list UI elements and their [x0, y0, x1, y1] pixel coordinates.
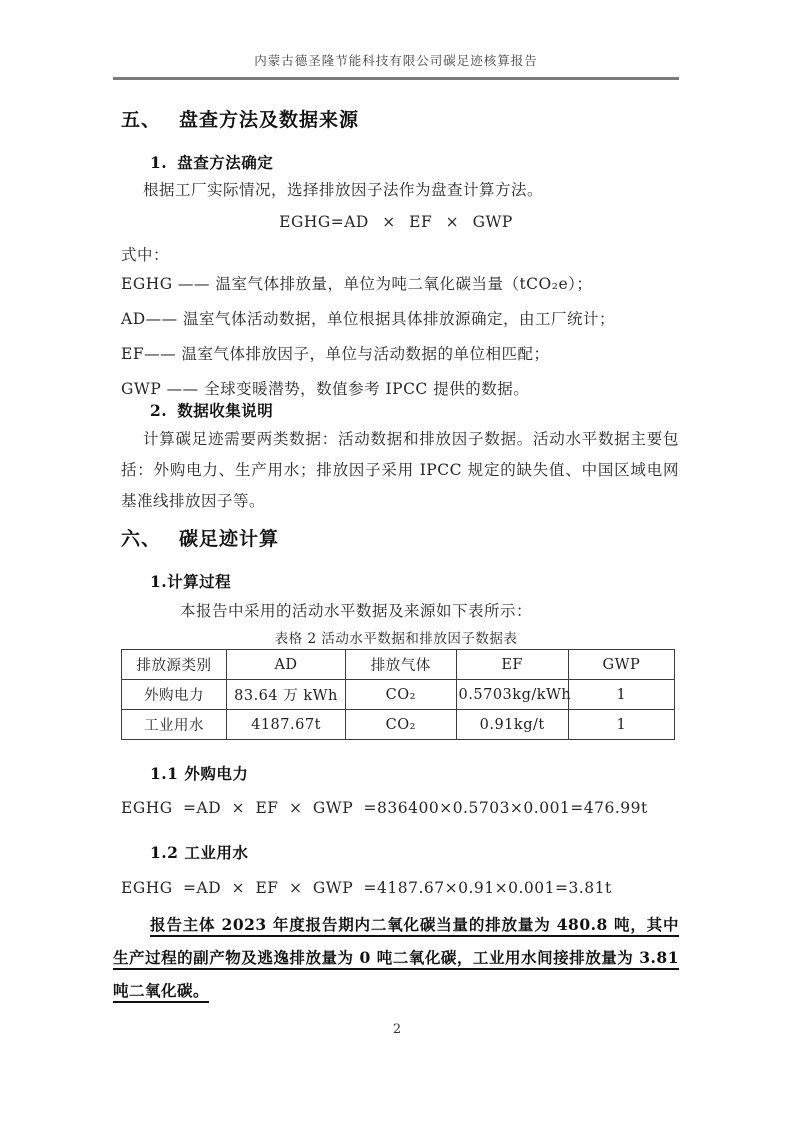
table-header-cell: AD	[227, 650, 346, 680]
data-collection-paragraph: 计算碳足迹需要两类数据：活动数据和排放因子数据。活动水平数据主要包括：外购电力、生产用水；排放因子采用 IPCC 规定的缺失值、中国区域电网基准线排放因子等。	[121, 430, 679, 510]
page-number: 2	[392, 1022, 402, 1037]
section-6-number: 六、	[121, 528, 162, 550]
process-paragraph: 本报告中采用的活动水平数据及来源如下表所示：	[180, 602, 533, 620]
definition-ef: EF—— 温室气体排放因子，单位与活动数据的单位相匹配；	[121, 345, 550, 363]
table-header-cell: 排放源类别	[122, 650, 227, 680]
table-cell: 工业用水	[122, 710, 227, 740]
table-caption: 表格 2 活动水平数据和排放因子数据表	[274, 631, 518, 647]
definition-eghg: EGHG —— 温室气体排放量，单位为吨二氧化碳当量（tCO₂e）；	[121, 275, 593, 293]
subsection-data-title: 数据收集说明	[177, 401, 274, 420]
formula-definitions	[121, 267, 679, 407]
activity-data-table	[121, 649, 675, 740]
section-5-title: 盘查方法及数据来源	[179, 109, 360, 131]
where-label: 式中：	[121, 246, 170, 264]
process-heading-title: 1.计算过程	[150, 572, 232, 591]
calc2-formula: EGHG =AD × EF × GWP =4187.67×0.91×0.001=3.81t	[121, 879, 612, 897]
table-cell: 83.64 万 kWh	[227, 680, 346, 710]
section-5-heading	[121, 107, 679, 134]
table-cell: 1	[568, 710, 674, 740]
calc1-formula: EGHG =AD × EF × GWP =836400×0.5703×0.001=476.99t	[121, 799, 648, 817]
subsection-method-title: 盘查方法确定	[177, 153, 274, 172]
table-header-cell: 排放气体	[345, 650, 456, 680]
table-header-cell: EF	[456, 650, 568, 680]
definition-gwp: GWP —— 全球变暖潜势，数值参考 IPCC 提供的数据。	[121, 380, 530, 398]
table-row	[122, 710, 675, 740]
ghg-formula: EGHG=AD × EF × GWP	[279, 213, 513, 231]
definition-ad: AD—— 温室气体活动数据，单位根据具体排放源确定，由工厂统计；	[121, 310, 616, 328]
table-row	[122, 680, 675, 710]
table-cell: 0.5703kg/kWh	[456, 680, 568, 710]
method-paragraph: 根据工厂实际情况，选择排放因子法作为盘查计算方法。	[143, 181, 544, 199]
subsection-data-number: 2.	[150, 401, 168, 420]
table-header-row	[122, 650, 675, 680]
subsection-method-number: 1.	[150, 153, 168, 172]
table-cell: CO₂	[345, 680, 456, 710]
subsection-method-heading	[150, 151, 679, 174]
table-cell: 1	[568, 680, 674, 710]
calc2-heading: 1.2 工业用水	[150, 843, 249, 862]
table-cell: 外购电力	[122, 680, 227, 710]
calc1-heading: 1.1 外购电力	[150, 764, 249, 783]
conclusion-paragraph: 报告主体 2023 年度报告期内二氧化碳当量的排放量为 480.8 吨，其中生产过程的副产物及逃逸排放量为 0 吨二氧化碳，工业用水间接排放量为 3.81 吨二氧化碳。	[113, 915, 679, 1000]
section-5-number: 五、	[121, 109, 162, 131]
section-6-title: 碳足迹计算	[179, 528, 280, 550]
process-heading	[150, 570, 679, 593]
table-header-cell: GWP	[568, 650, 674, 680]
report-header-title: 内蒙古德圣隆节能科技有限公司碳足迹核算报告	[113, 52, 679, 80]
table-cell: CO₂	[345, 710, 456, 740]
section-6-heading	[121, 526, 679, 553]
table-cell: 4187.67t	[227, 710, 346, 740]
table-cell: 0.91kg/t	[456, 710, 568, 740]
